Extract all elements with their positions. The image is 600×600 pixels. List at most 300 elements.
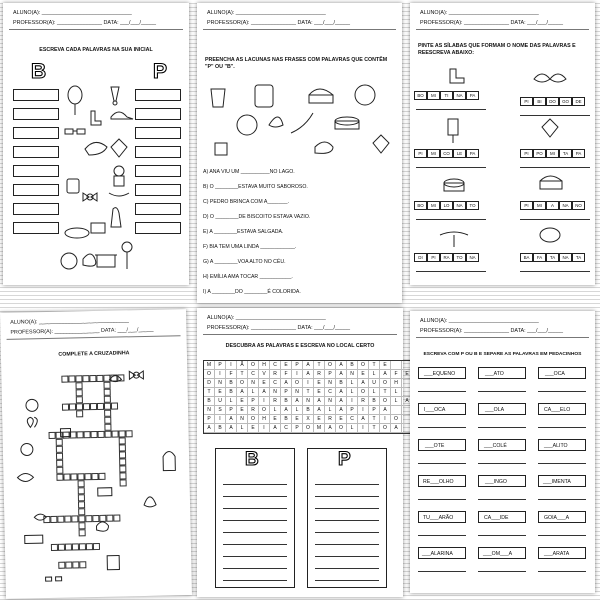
word-search-letter[interactable]: L — [347, 388, 358, 397]
word-search-letter[interactable]: E — [237, 397, 248, 406]
crossword-clue-drawings — [1, 364, 192, 593]
sentence-i: I) A ________DO ________É COLORIDA. — [203, 289, 301, 295]
syllable-cell[interactable]: DI — [414, 253, 427, 262]
word-search-letter[interactable]: T — [204, 388, 215, 397]
write-line[interactable] — [223, 484, 287, 485]
word-search-letter[interactable]: T — [369, 415, 380, 424]
word-search-letter[interactable]: N — [303, 397, 314, 406]
word-search-letter[interactable]: L — [248, 388, 259, 397]
word-search-letter[interactable]: B — [215, 424, 226, 433]
syllable-cell[interactable]: TO — [453, 253, 466, 262]
word-search-letter[interactable]: P — [347, 406, 358, 415]
answer-box[interactable] — [13, 203, 59, 215]
word-search-letter[interactable]: T — [303, 388, 314, 397]
word-search-letter[interactable]: A — [336, 397, 347, 406]
word-search-letter[interactable]: E — [292, 415, 303, 424]
answer-box[interactable] — [135, 89, 181, 101]
peacock-drawing — [355, 85, 375, 105]
write-line[interactable] — [538, 427, 586, 428]
pot-drawing — [91, 223, 105, 233]
balloon-drawing — [68, 86, 82, 104]
word-search-letter[interactable]: D — [204, 379, 215, 388]
syllable-cell[interactable]: TA — [572, 253, 585, 262]
word-item: ___OCA — [545, 371, 565, 377]
syllable-cell[interactable]: MI — [427, 91, 440, 100]
drawings-row — [205, 81, 395, 159]
write-line[interactable] — [418, 571, 466, 572]
word-search-letter[interactable]: L — [391, 397, 402, 406]
word-search-letter[interactable]: P — [325, 370, 336, 379]
teacher-field: PROFESSOR(A): _______________ DATA: ___/___/_____ — [207, 325, 351, 331]
syllable-cell[interactable]: PA — [466, 91, 479, 100]
word-search-letter[interactable]: R — [248, 406, 259, 415]
syllable-cell[interactable]: MI — [546, 149, 559, 158]
write-line[interactable] — [538, 535, 586, 536]
letter-p: P — [153, 60, 168, 83]
ball-drawing — [61, 253, 77, 269]
write-line[interactable] — [418, 427, 466, 428]
syllable-cell[interactable]: NA — [453, 91, 466, 100]
syllable-cell[interactable]: RA — [440, 253, 453, 262]
word-search-letter[interactable]: N — [215, 379, 226, 388]
syllable-cell[interactable]: NA — [559, 253, 572, 262]
lollipop-drawing — [122, 242, 132, 252]
worksheet-page-4 — [0, 309, 192, 599]
word-search-letter[interactable]: O — [292, 379, 303, 388]
exercise-title: DESCUBRA AS PALAVRAS E ESCREVA NO LOCAL CERTO — [225, 343, 375, 349]
piano-drawing — [309, 89, 333, 103]
word-item: ___ATO — [485, 371, 504, 377]
word-item: RE___OLHO — [423, 479, 454, 485]
syllable-row-1 — [414, 91, 479, 100]
chick-drawing — [96, 522, 108, 532]
word-search-letter[interactable]: P — [369, 406, 380, 415]
syllable-cell[interactable]: PA — [466, 149, 479, 158]
answer-box[interactable] — [13, 184, 59, 196]
write-line[interactable] — [416, 271, 486, 272]
syllable-cell[interactable]: BA — [520, 253, 533, 262]
kite-drawing — [373, 135, 389, 153]
word-search-letter[interactable]: E — [270, 415, 281, 424]
word-search-letter[interactable] — [391, 406, 402, 415]
word-search-letter[interactable]: C — [281, 424, 292, 433]
write-line[interactable] — [223, 568, 287, 569]
answer-box[interactable] — [13, 108, 59, 120]
answer-box[interactable] — [13, 165, 59, 177]
word-search-letter[interactable]: N — [347, 370, 358, 379]
word-search-letter[interactable]: F — [281, 370, 292, 379]
word-search-letter[interactable]: R — [270, 370, 281, 379]
write-line[interactable] — [418, 535, 466, 536]
syllable-cell[interactable]: TO — [466, 201, 479, 210]
write-line[interactable] — [315, 568, 379, 569]
word-search-letter[interactable]: L — [391, 388, 402, 397]
word-search-letter[interactable]: U — [369, 379, 380, 388]
word-search-letter[interactable]: E — [248, 424, 259, 433]
write-line[interactable] — [478, 535, 526, 536]
word-search-letter[interactable]: I — [215, 415, 226, 424]
word-search-letter[interactable]: N — [292, 388, 303, 397]
boots-drawing — [91, 111, 101, 125]
word-search-letter[interactable]: N — [270, 388, 281, 397]
word-search-letter[interactable]: N — [237, 415, 248, 424]
syllable-cell[interactable]: GO — [559, 97, 572, 106]
word-search-letter[interactable]: F — [226, 370, 237, 379]
write-line[interactable] — [478, 499, 526, 500]
word-search-letter[interactable]: O — [248, 415, 259, 424]
word-search-letter[interactable]: A — [314, 397, 325, 406]
word-search-letter[interactable]: A — [391, 424, 402, 433]
syllable-cell[interactable]: MI — [427, 201, 440, 210]
word-search-letter[interactable]: F — [391, 370, 402, 379]
word-search-letter[interactable]: L — [347, 379, 358, 388]
word-search-letter[interactable]: O — [380, 379, 391, 388]
syllable-cell[interactable]: PI — [520, 201, 533, 210]
word-search-letter[interactable]: T — [380, 388, 391, 397]
worksheet-page-1 — [3, 3, 189, 285]
write-line[interactable] — [223, 580, 287, 581]
worksheet-header — [416, 316, 589, 338]
word-search-letter[interactable]: E — [402, 370, 413, 379]
syllable-cell[interactable]: MI — [427, 149, 440, 158]
write-line[interactable] — [418, 391, 466, 392]
word-search-letter[interactable]: T — [369, 361, 380, 370]
write-line[interactable] — [478, 427, 526, 428]
answer-box[interactable] — [13, 89, 59, 101]
word-search-letter[interactable]: N — [204, 406, 215, 415]
syllable-cell[interactable]: PI — [414, 149, 427, 158]
word-search-letter[interactable]: E — [314, 379, 325, 388]
teacher-field: PROFESSOR(A): _______________ DATA: ___/___/_____ — [420, 20, 564, 26]
word-search-letter[interactable]: A — [380, 370, 391, 379]
syllable-row-8 — [520, 253, 585, 262]
answer-box[interactable] — [13, 127, 59, 139]
word-search-letter[interactable]: A — [237, 388, 248, 397]
word-search-letter[interactable]: A — [336, 406, 347, 415]
answer-box[interactable] — [13, 146, 59, 158]
word-search-letter[interactable]: L — [347, 424, 358, 433]
syllable-cell[interactable]: PI — [520, 97, 533, 106]
word-search-letter[interactable]: A — [358, 415, 369, 424]
feather-drawing — [144, 497, 156, 507]
write-line[interactable] — [315, 556, 379, 557]
word-search-letter[interactable]: A — [336, 370, 347, 379]
syllable-cell[interactable]: PI — [427, 253, 440, 262]
word-search-letter[interactable]: A — [380, 406, 391, 415]
word-search-letter[interactable]: B — [303, 406, 314, 415]
word-search-letter[interactable]: P — [226, 406, 237, 415]
word-box — [418, 547, 466, 559]
piano-drawing — [540, 176, 562, 189]
word-search-letter[interactable]: I — [259, 397, 270, 406]
syllable-cell[interactable]: DE — [572, 97, 585, 106]
word-search-letter[interactable]: M — [314, 424, 325, 433]
word-search-letter[interactable]: I — [347, 397, 358, 406]
word-search-letter[interactable]: P — [292, 424, 303, 433]
word-search-letter[interactable]: L — [292, 406, 303, 415]
word-search-letter[interactable]: B — [226, 379, 237, 388]
word-search-letter[interactable]: B — [369, 397, 380, 406]
word-search-letter[interactable]: A — [325, 424, 336, 433]
word-search-letter[interactable]: A — [336, 361, 347, 370]
word-search-letter[interactable]: O — [358, 388, 369, 397]
word-search-letter[interactable]: T — [314, 361, 325, 370]
word-search-letter[interactable]: C — [347, 415, 358, 424]
write-line[interactable] — [478, 391, 526, 392]
syllable-cell[interactable]: TA — [559, 149, 572, 158]
word-search-letter[interactable]: R — [358, 397, 369, 406]
word-search-letter[interactable]: E — [314, 415, 325, 424]
word-search-letter[interactable]: A — [226, 424, 237, 433]
write-line[interactable] — [418, 499, 466, 500]
word-search-letter[interactable]: O — [380, 424, 391, 433]
word-search-letter[interactable]: A — [303, 370, 314, 379]
word-search-letter[interactable]: O — [391, 415, 402, 424]
duck-drawing — [315, 142, 333, 153]
word-search-letter[interactable]: N — [325, 397, 336, 406]
word-search-letter[interactable]: I — [226, 361, 237, 370]
word-search-letter[interactable]: O — [325, 361, 336, 370]
word-search-letter[interactable]: O — [336, 424, 347, 433]
word-search-letter[interactable]: U — [215, 397, 226, 406]
duck-drawing — [83, 254, 96, 266]
write-line[interactable] — [223, 520, 287, 521]
word-search-letter[interactable]: E — [215, 388, 226, 397]
bowling-pins-drawing — [111, 208, 121, 227]
word-search-letter[interactable]: B — [347, 361, 358, 370]
answer-box[interactable] — [135, 222, 181, 234]
word-search-letter[interactable]: A — [292, 397, 303, 406]
word-search-letter[interactable]: O — [259, 406, 270, 415]
write-line[interactable] — [520, 219, 590, 220]
syllable-cell[interactable]: BO — [414, 91, 427, 100]
write-line[interactable] — [223, 508, 287, 509]
jar-drawing — [255, 85, 273, 107]
syllable-row-2 — [520, 97, 585, 106]
word-search-letter[interactable]: A — [303, 361, 314, 370]
word-search-letter[interactable]: A — [270, 424, 281, 433]
syllable-row-3 — [414, 149, 479, 158]
word-search-letter[interactable]: O — [380, 397, 391, 406]
word-search-letter[interactable]: S — [215, 406, 226, 415]
word-search-letter[interactable]: I — [380, 415, 391, 424]
word-search-letter[interactable]: T — [237, 370, 248, 379]
word-item: ___ARATA — [544, 551, 570, 557]
glasses-drawing — [65, 129, 85, 134]
word-search-letter[interactable]: A — [358, 379, 369, 388]
answer-box[interactable] — [135, 127, 181, 139]
write-line[interactable] — [315, 520, 379, 521]
syllable-cell[interactable]: DO — [546, 97, 559, 106]
write-line[interactable] — [478, 571, 526, 572]
syllable-cell[interactable]: LE — [453, 149, 466, 158]
syllable-cell[interactable]: CO — [440, 149, 453, 158]
word-box — [418, 367, 466, 379]
word-box — [478, 547, 526, 559]
word-item: ___OM___A — [483, 551, 513, 557]
syllable-cell[interactable]: PO — [533, 149, 546, 158]
word-search-letter[interactable]: P — [215, 361, 226, 370]
syllable-cell[interactable]: NA — [559, 201, 572, 210]
word-search-letter[interactable]: B — [281, 397, 292, 406]
word-search-letter[interactable]: P — [292, 361, 303, 370]
word-search-letter[interactable]: I — [358, 406, 369, 415]
word-search-letter[interactable]: A — [259, 388, 270, 397]
word-box — [418, 511, 466, 523]
write-line[interactable] — [223, 556, 287, 557]
write-line[interactable] — [538, 391, 586, 392]
answer-box[interactable] — [135, 184, 181, 196]
word-search-letter[interactable]: B — [226, 388, 237, 397]
write-line[interactable] — [223, 532, 287, 533]
syllable-cell[interactable]: BI — [533, 97, 546, 106]
word-search-letter[interactable]: A — [314, 406, 325, 415]
word-search-letter[interactable]: L — [237, 424, 248, 433]
word-search-letter[interactable]: C — [270, 379, 281, 388]
word-item: ___OTE — [425, 443, 445, 449]
word-search-letter[interactable]: I — [292, 370, 303, 379]
write-line[interactable] — [223, 496, 287, 497]
write-line[interactable] — [538, 463, 586, 464]
syllable-cell[interactable]: PA — [572, 149, 585, 158]
word-search-letter[interactable]: B — [204, 397, 215, 406]
answer-box[interactable] — [135, 108, 181, 120]
write-line[interactable] — [520, 115, 590, 116]
word-search-letter[interactable]: P — [281, 388, 292, 397]
word-search-letter[interactable]: A — [226, 415, 237, 424]
word-search-letter[interactable]: P — [248, 397, 259, 406]
write-line[interactable] — [478, 463, 526, 464]
worksheet-page-5 — [197, 308, 409, 597]
write-line[interactable] — [538, 571, 586, 572]
word-search-letter[interactable]: H — [391, 379, 402, 388]
word-search-letter[interactable]: R — [314, 370, 325, 379]
write-line[interactable] — [315, 484, 379, 485]
word-search-letter[interactable]: X — [303, 415, 314, 424]
kite-drawing — [111, 139, 127, 157]
word-box — [478, 475, 526, 487]
word-search-letter[interactable]: C — [270, 361, 281, 370]
word-search-letter[interactable]: L — [369, 388, 380, 397]
syllable-cell[interactable]: A — [546, 201, 559, 210]
word-search-letter[interactable]: E — [358, 370, 369, 379]
worksheet-header — [6, 314, 180, 340]
word-search-letter[interactable]: O — [204, 370, 215, 379]
word-search-letter[interactable]: O — [303, 424, 314, 433]
syllable-cell[interactable]: NA — [453, 201, 466, 210]
word-search-letter[interactable]: I — [303, 379, 314, 388]
syllable-cell[interactable]: TI — [440, 91, 453, 100]
word-search-letter[interactable]: A — [281, 406, 292, 415]
answer-box[interactable] — [135, 203, 181, 215]
syllable-cell[interactable]: NO — [572, 201, 585, 210]
pearls-drawing — [109, 193, 129, 196]
fish-drawing — [17, 473, 33, 481]
penguin-drawing — [26, 399, 38, 411]
word-search-letter[interactable]: R — [270, 397, 281, 406]
write-line[interactable] — [418, 463, 466, 464]
answer-box[interactable] — [135, 146, 181, 158]
write-line[interactable] — [223, 544, 287, 545]
word-search-letter[interactable]: L — [270, 406, 281, 415]
word-search-letter[interactable]: O — [248, 361, 259, 370]
word-search-letter[interactable]: E — [281, 361, 292, 370]
word-search-letter[interactable]: A — [336, 388, 347, 397]
write-line[interactable] — [520, 271, 590, 272]
word-search-letter[interactable]: N — [248, 379, 259, 388]
syllable-cell[interactable]: FA — [533, 253, 546, 262]
word-search-letter[interactable]: R — [325, 415, 336, 424]
write-line[interactable] — [416, 167, 486, 168]
write-line[interactable] — [315, 532, 379, 533]
word-search-letter[interactable]: E — [237, 406, 248, 415]
word-search-letter[interactable]: C — [248, 370, 259, 379]
word-search-letter[interactable]: A — [402, 397, 413, 406]
word-search-letter[interactable]: B — [336, 379, 347, 388]
write-line[interactable] — [315, 496, 379, 497]
word-search-letter[interactable]: E — [336, 415, 347, 424]
syllable-cell[interactable]: BO — [414, 201, 427, 210]
write-line[interactable] — [538, 499, 586, 500]
word-search-letter[interactable]: E — [314, 388, 325, 397]
syllable-cell[interactable]: MI — [533, 201, 546, 210]
word-search-letter[interactable]: C — [325, 388, 336, 397]
answer-box[interactable] — [135, 165, 181, 177]
word-search-letter[interactable]: O — [358, 361, 369, 370]
word-search-letter[interactable]: I — [215, 370, 226, 379]
word-search-letter[interactable]: A — [204, 424, 215, 433]
word-search-letter[interactable]: L — [369, 370, 380, 379]
word-search-letter[interactable]: L — [226, 397, 237, 406]
word-search-letter[interactable]: B — [281, 415, 292, 424]
syllable-cell[interactable]: LO — [440, 201, 453, 210]
lips-drawing — [65, 228, 89, 238]
write-line[interactable] — [315, 508, 379, 509]
word-search-letter[interactable]: V — [259, 370, 270, 379]
word-search-letter[interactable]: H — [259, 415, 270, 424]
syllable-cell[interactable]: TA — [546, 253, 559, 262]
word-search-letter[interactable]: H — [259, 361, 270, 370]
write-line[interactable] — [416, 219, 486, 220]
word-search-letter[interactable]: E — [259, 379, 270, 388]
word-search-letter[interactable]: A — [281, 379, 292, 388]
shuttlecock-drawing — [111, 87, 119, 101]
word-search-letter[interactable]: P — [204, 415, 215, 424]
word-search-letter[interactable]: M — [204, 361, 215, 370]
word-search-letter[interactable] — [391, 361, 402, 370]
word-search-letter[interactable]: O — [237, 379, 248, 388]
syllable-cell[interactable]: NA — [466, 253, 479, 262]
word-search-letter[interactable]: T — [369, 424, 380, 433]
word-search-letter[interactable]: I — [259, 424, 270, 433]
word-item: ___ALARINA — [422, 551, 453, 557]
word-search-letter[interactable]: I — [358, 424, 369, 433]
letter-p: P — [338, 449, 351, 470]
word-search-letter[interactable]: E — [380, 361, 391, 370]
word-search-letter[interactable]: L — [325, 406, 336, 415]
word-search-letter[interactable]: Ã — [237, 361, 248, 370]
answer-box[interactable] — [13, 222, 59, 234]
popcorn-drawing — [211, 89, 225, 107]
write-line[interactable] — [315, 544, 379, 545]
write-line[interactable] — [315, 580, 379, 581]
write-line[interactable] — [416, 109, 486, 110]
doll-drawing — [114, 166, 124, 176]
write-line[interactable] — [520, 167, 590, 168]
word-search-letter[interactable]: N — [325, 379, 336, 388]
syllable-row-6 — [520, 201, 585, 210]
syllable-cell[interactable]: PI — [520, 149, 533, 158]
